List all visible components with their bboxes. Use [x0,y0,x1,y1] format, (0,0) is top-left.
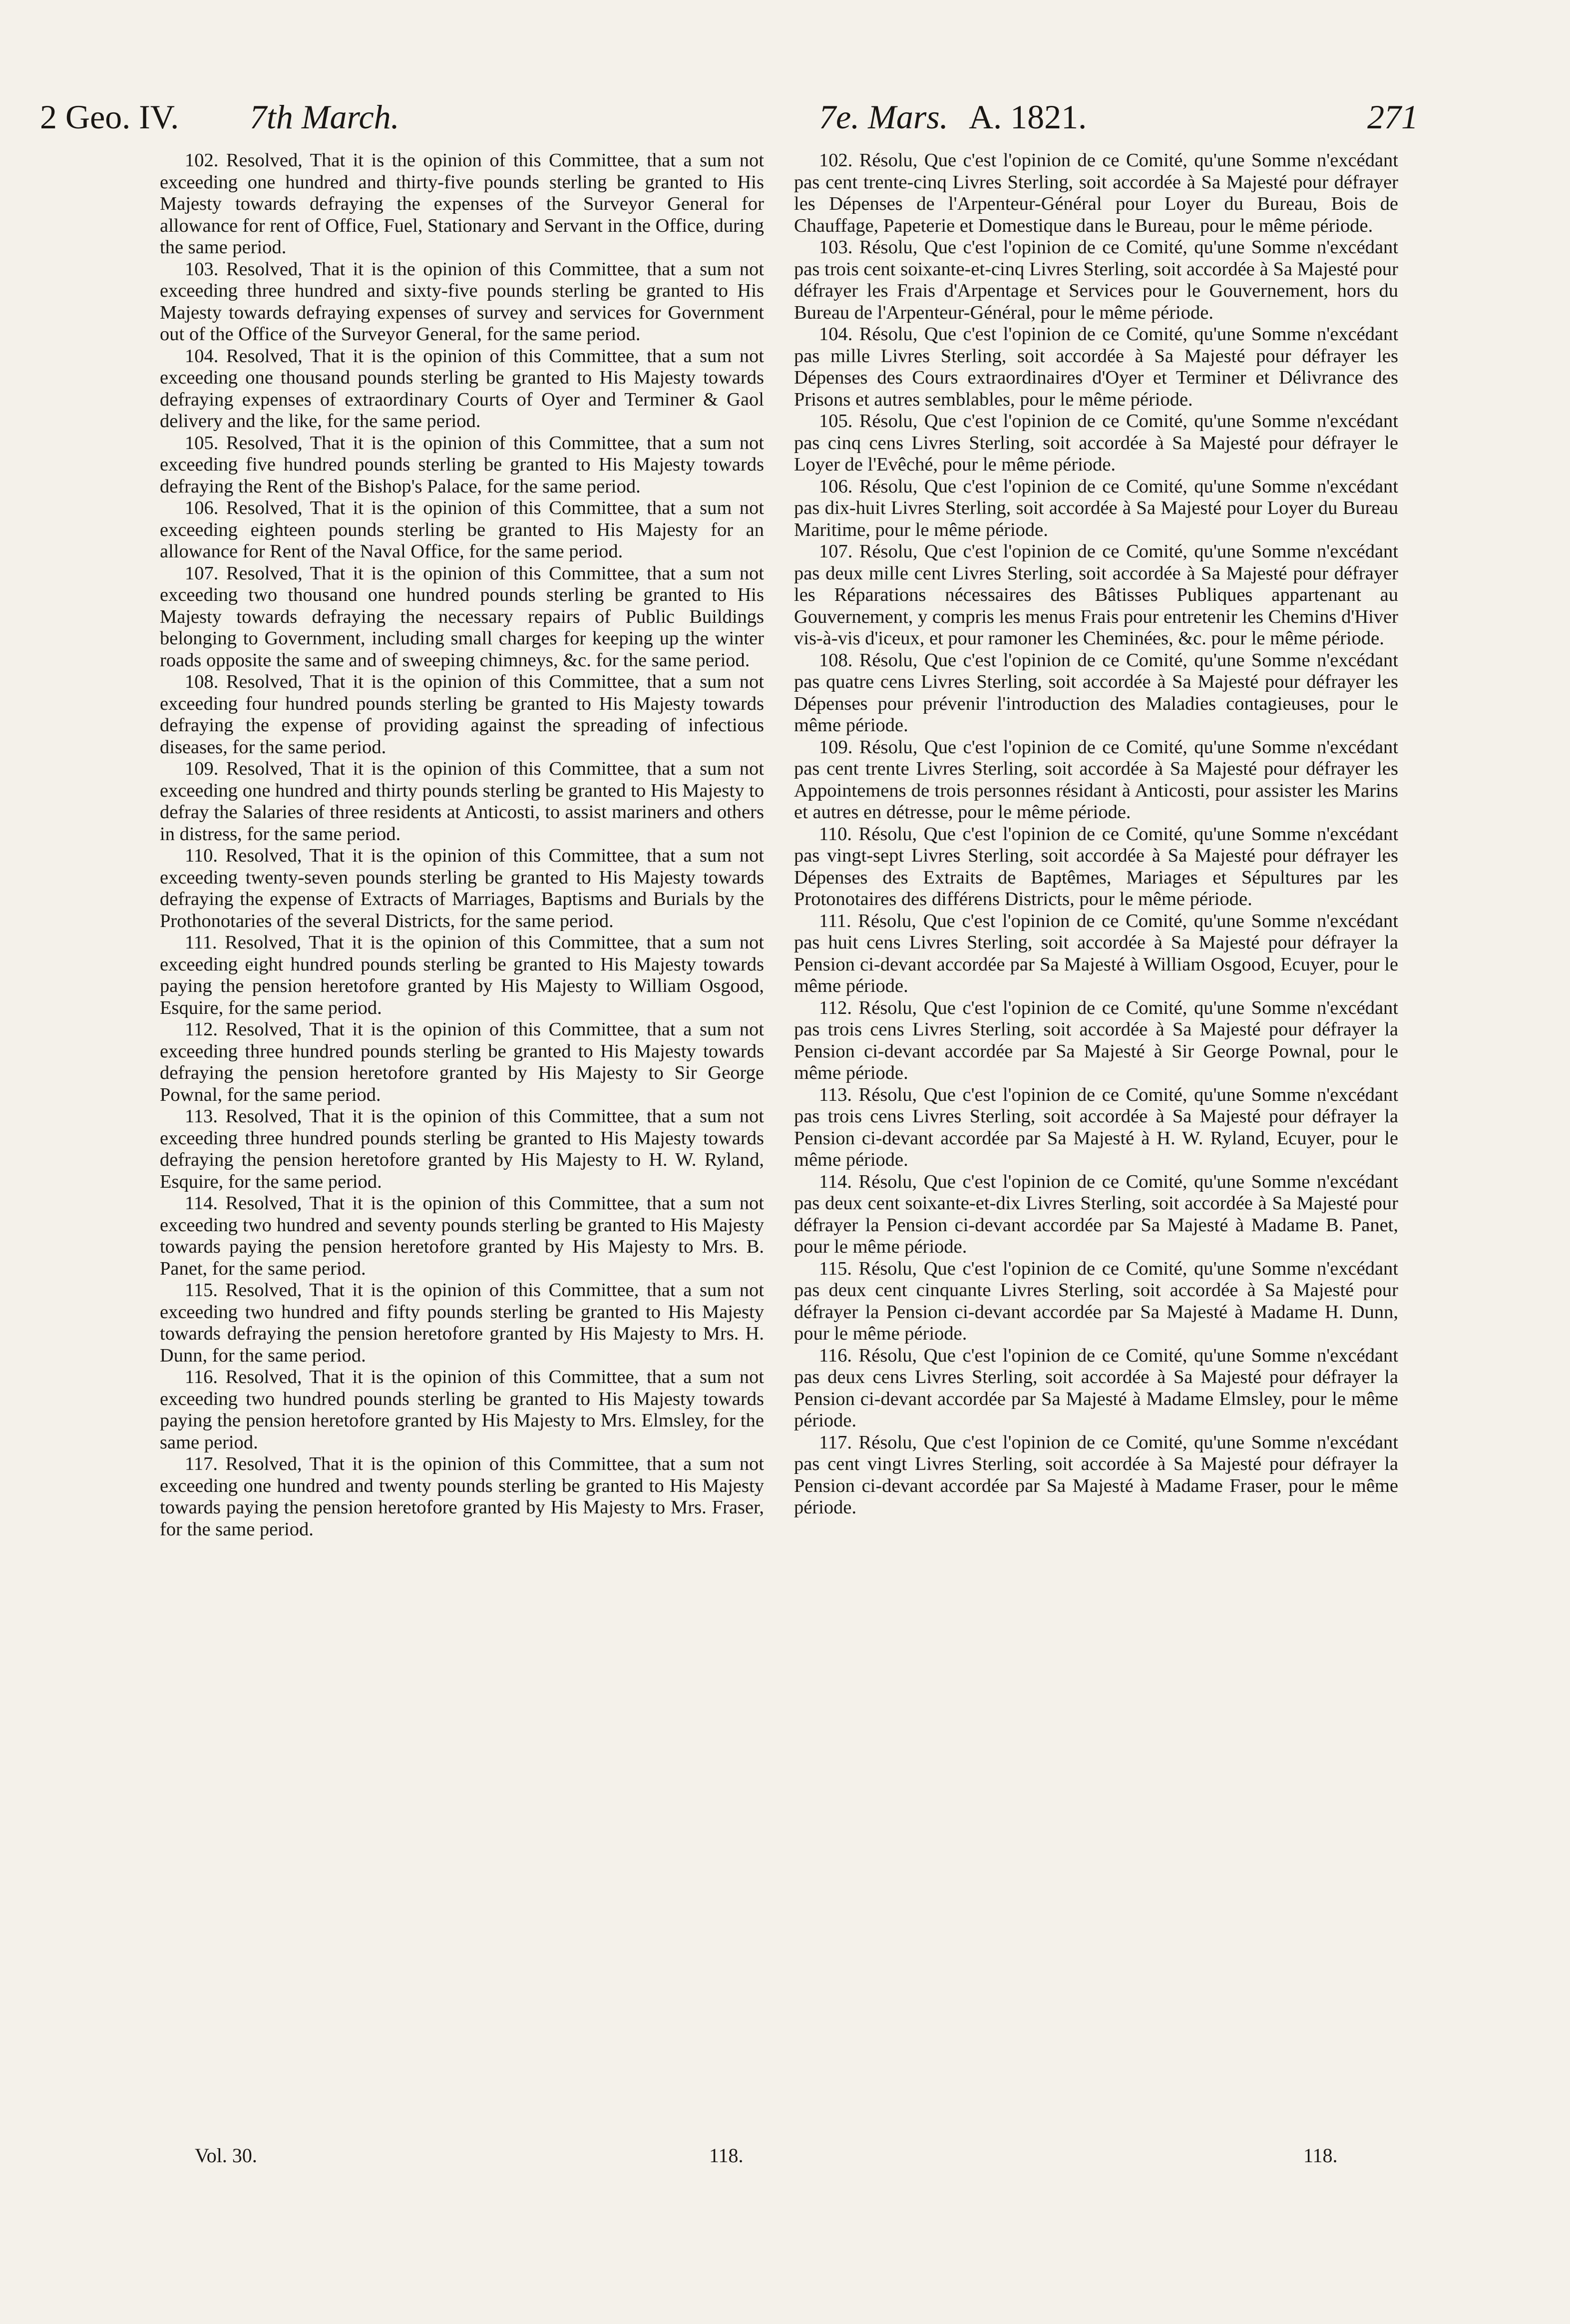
page-footer [0,2144,1570,2174]
resolution-109-fr: 109. Résolu, Que c'est l'opinion de ce Comité, qu'une Somme n'excédant pas cent trente Livres Sterling, soit accordée à Sa Majesté pour défrayer les Appointemens de trois personnes résidant à Anticosti, pour assister les Marins et autres en détresse, pour le même période. [794,736,1398,823]
resolution-105-en: 105. Resolved, That it is the opinion of this Committee, that a sum not exceeding five hundred pounds sterling be granted to His Majesty towards defraying the Rent of the Bishop's Palace, for the same period. [160,432,764,497]
running-head [40,97,1418,137]
resolution-117-fr: 117. Résolu, Que c'est l'opinion de ce Comité, qu'une Somme n'excédant pas cent vingt Livres Sterling, soit accordée à Sa Majesté pour défrayer la Pension ci-devant accordée par Sa Majesté à Madame Fraser, pour le même période. [794,1431,1398,1518]
resolution-114-en: 114. Resolved, That it is the opinion of this Committee, that a sum not exceeding two hundred and seventy pounds sterling be granted to His Majesty towards paying the pension heretofore granted by His Majesty to Mrs. B. Panet, for the same period. [160,1193,764,1279]
head-year: A. 1821. [969,98,1087,136]
signature-mark-right: 118. [1303,2144,1338,2167]
resolution-103-en: 103. Resolved, That it is the opinion of this Committee, that a sum not exceeding three hundred and sixty-five pounds sterling be granted to His Majesty towards defraying expenses of survey and services for Government out of the Office of the Surveyor General, for the same period. [160,258,764,345]
resolution-105-fr: 105. Résolu, Que c'est l'opinion de ce Comité, qu'une Somme n'excédant pas cinq cens Livres Sterling, soit accordée à Sa Majesté pour défrayer le Loyer de l'Evêché, pour le même période. [794,411,1398,475]
resolution-110-fr: 110. Résolu, Que c'est l'opinion de ce Comité, qu'une Somme n'excédant pas vingt-sept Livres Sterling, soit accordée à Sa Majesté pour défrayer les Dépenses des Extraits de Baptêmes, Mariages et Sépultures par les Protonotaires des différens Districts, pour le même période. [794,823,1398,910]
signature-mark-left: 118. [709,2144,744,2167]
resolution-115-fr: 115. Résolu, Que c'est l'opinion de ce Comité, qu'une Somme n'excédant pas deux cent cinquante Livres Sterling, soit accordée à Sa Majesté pour défrayer la Pension ci-devant accordée par Sa Majesté à Madame H. Dunn, pour le même période. [794,1258,1398,1344]
resolution-102-fr: 102. Résolu, Que c'est l'opinion de ce Comité, qu'une Somme n'excédant pas cent trente-cinq Livres Sterling, soit accordée à Sa Majesté pour défrayer les Dépenses de l'Arpenteur-Général pour Loyer du Bureau, Bois de Chauffage, Papeterie et Domestique dans le Bureau, pour le même période. [794,150,1398,236]
resolution-110-en: 110. Resolved, That it is the opinion of this Committee, that a sum not exceeding twenty-seven pounds sterling be granted to His Majesty towards defraying the expense of Extracts of Marriages, Baptisms and Burials by the Prothonotaries of the several Districts, for the same period. [160,845,764,931]
resolution-108-fr: 108. Résolu, Que c'est l'opinion de ce Comité, qu'une Somme n'excédant pas quatre cens Livres Sterling, soit accordée à Sa Majesté pour défrayer les Dépenses pour prévenir l'introduction des Maladies contagieuses, pour le même période. [794,649,1398,736]
resolution-102-en: 102. Resolved, That it is the opinion of this Committee, that a sum not exceeding one hundred and thirty-five pounds sterling be granted to His Majesty towards defraying the expenses of the Surveyor General for allowance for rent of Office, Fuel, Stationary and Servant in the Office, during the same period. [160,150,764,258]
resolution-114-fr: 114. Résolu, Que c'est l'opinion de ce Comité, qu'une Somme n'excédant pas deux cent soixante-et-dix Livres Sterling, soit accordée à Sa Majesté pour défrayer la Pension ci-devant accordée par Sa Majesté à Madame B. Panet, pour le même période. [794,1171,1398,1257]
resolution-103-fr: 103. Résolu, Que c'est l'opinion de ce Comité, qu'une Somme n'excédant pas trois cent soixante-et-cinq Livres Sterling, soit accordée à Sa Majesté pour défrayer les Frais d'Arpentage et Services pour le Gouvernement, hors du Bureau de l'Arpenteur-Général, pour le même période. [794,237,1398,323]
head-reign: 2 Geo. IV. [40,98,179,136]
resolution-117-en: 117. Resolved, That it is the opinion of this Committee, that a sum not exceeding one hundred and twenty pounds sterling be granted to His Majesty towards paying the pension heretofore granted by His Majesty to Mrs. Fraser, for the same period. [160,1453,764,1540]
resolution-106-en: 106. Resolved, That it is the opinion of this Committee, that a sum not exceeding eighteen pounds sterling be granted to His Majesty for an allowance for Rent of the Naval Office, for the same period. [160,497,764,562]
resolution-109-en: 109. Resolved, That it is the opinion of this Committee, that a sum not exceeding one hundred and thirty pounds sterling be granted to His Majesty to defray the Salaries of three residents at Anticosti, to assist mariners and others in distress, for the same period. [160,758,764,845]
english-column [160,150,764,1540]
resolution-108-en: 108. Resolved, That it is the opinion of this Committee, that a sum not exceeding four hundred pounds sterling be granted to His Majesty towards defraying the expense of providing against the spreading of infectious diseases, for the same period. [160,671,764,758]
resolution-115-en: 115. Resolved, That it is the opinion of this Committee, that a sum not exceeding two hundred and fifty pounds sterling be granted to His Majesty towards defraying the pension heretofore granted by His Majesty to Mrs. H. Dunn, for the same period. [160,1280,764,1366]
resolution-113-en: 113. Resolved, That it is the opinion of this Committee, that a sum not exceeding three hundred pounds sterling be granted to His Majesty towards defraying the pension heretofore granted by His Majesty to H. W. Ryland, Esquire, for the same period. [160,1106,764,1192]
head-date-english: 7th March. [250,98,399,136]
resolution-116-en: 116. Resolved, That it is the opinion of this Committee, that a sum not exceeding two hundred pounds sterling be granted to His Majesty towards paying the pension heretofore granted by His Majesty to Mrs. Elmsley, for the same period. [160,1367,764,1453]
resolution-104-fr: 104. Résolu, Que c'est l'opinion de ce Comité, qu'une Somme n'excédant pas mille Livres Sterling, soit accordée à Sa Majesté pour défrayer les Dépenses des Cours extraordinaires d'Oyer et Terminer et Délivrance des Prisons et autres semblables, pour le même période. [794,324,1398,410]
head-date-french: 7e. Mars. [819,98,948,136]
resolution-113-fr: 113. Résolu, Que c'est l'opinion de ce Comité, qu'une Somme n'excédant pas trois cens Livres Sterling, soit accordée à Sa Majesté pour défrayer la Pension ci-devant accordée par Sa Majesté à H. W. Ryland, Ecuyer, pour le même période. [794,1084,1398,1170]
resolution-104-en: 104. Resolved, That it is the opinion of this Committee, that a sum not exceeding one thousand pounds sterling be granted to His Majesty towards defraying expenses of extraordinary Courts of Oyer and Terminer & Gaol delivery and the like, for the same period. [160,345,764,432]
page-number: 271 [1367,98,1418,136]
volume-mark: Vol. 30. [195,2144,257,2167]
resolution-107-en: 107. Resolved, That it is the opinion of this Committee, that a sum not exceeding two thousand one hundred pounds sterling be granted to His Majesty towards defraying the necessary repairs of Public Buildings belonging to Government, including small charges for keeping up the winter roads opposite the same and of sweeping chimneys, &c. for the same period. [160,562,764,671]
french-column [794,150,1398,1519]
resolution-112-en: 112. Resolved, That it is the opinion of this Committee, that a sum not exceeding three hundred pounds sterling be granted to His Majesty towards defraying the pension heretofore granted by His Majesty to Sir George Pownal, for the same period. [160,1019,764,1105]
resolution-111-en: 111. Resolved, That it is the opinion of this Committee, that a sum not exceeding eight hundred pounds sterling be granted to His Majesty towards paying the pension heretofore granted by His Majesty to William Osgood, Esquire, for the same period. [160,932,764,1018]
resolution-111-fr: 111. Résolu, Que c'est l'opinion de ce Comité, qu'une Somme n'excédant pas huit cens Livres Sterling, soit accordée à Sa Majesté pour défrayer la Pension ci-devant accordée par Sa Majesté à William Osgood, Ecuyer, pour le même période. [794,910,1398,996]
resolution-107-fr: 107. Résolu, Que c'est l'opinion de ce Comité, qu'une Somme n'excédant pas deux mille cent Livres Sterling, soit accordée à Sa Majesté pour défrayer les Réparations nécessaires des Bâtisses Publiques appartenant au Gouvernement, y compris les menus Frais pour entretenir les Chemins d'Hiver vis-à-vis d'iceux, et pour ramoner les Cheminées, &c. pour le même période. [794,541,1398,649]
resolution-116-fr: 116. Résolu, Que c'est l'opinion de ce Comité, qu'une Somme n'excédant pas deux cens Livres Sterling, soit accordée à Sa Majesté pour défrayer la Pension ci-devant accordée par Sa Majesté à Madame Elmsley, pour le même période. [794,1345,1398,1431]
resolution-112-fr: 112. Résolu, Que c'est l'opinion de ce Comité, qu'une Somme n'excédant pas trois cens Livres Sterling, soit accordée à Sa Majesté pour défrayer la Pension ci-devant accordée par Sa Majesté à Sir George Pownal, pour le même période. [794,997,1398,1083]
resolution-106-fr: 106. Résolu, Que c'est l'opinion de ce Comité, qu'une Somme n'excédant pas dix-huit Livres Sterling, soit accordée à Sa Majesté pour Loyer du Bureau Maritime, pour le même période. [794,475,1398,540]
